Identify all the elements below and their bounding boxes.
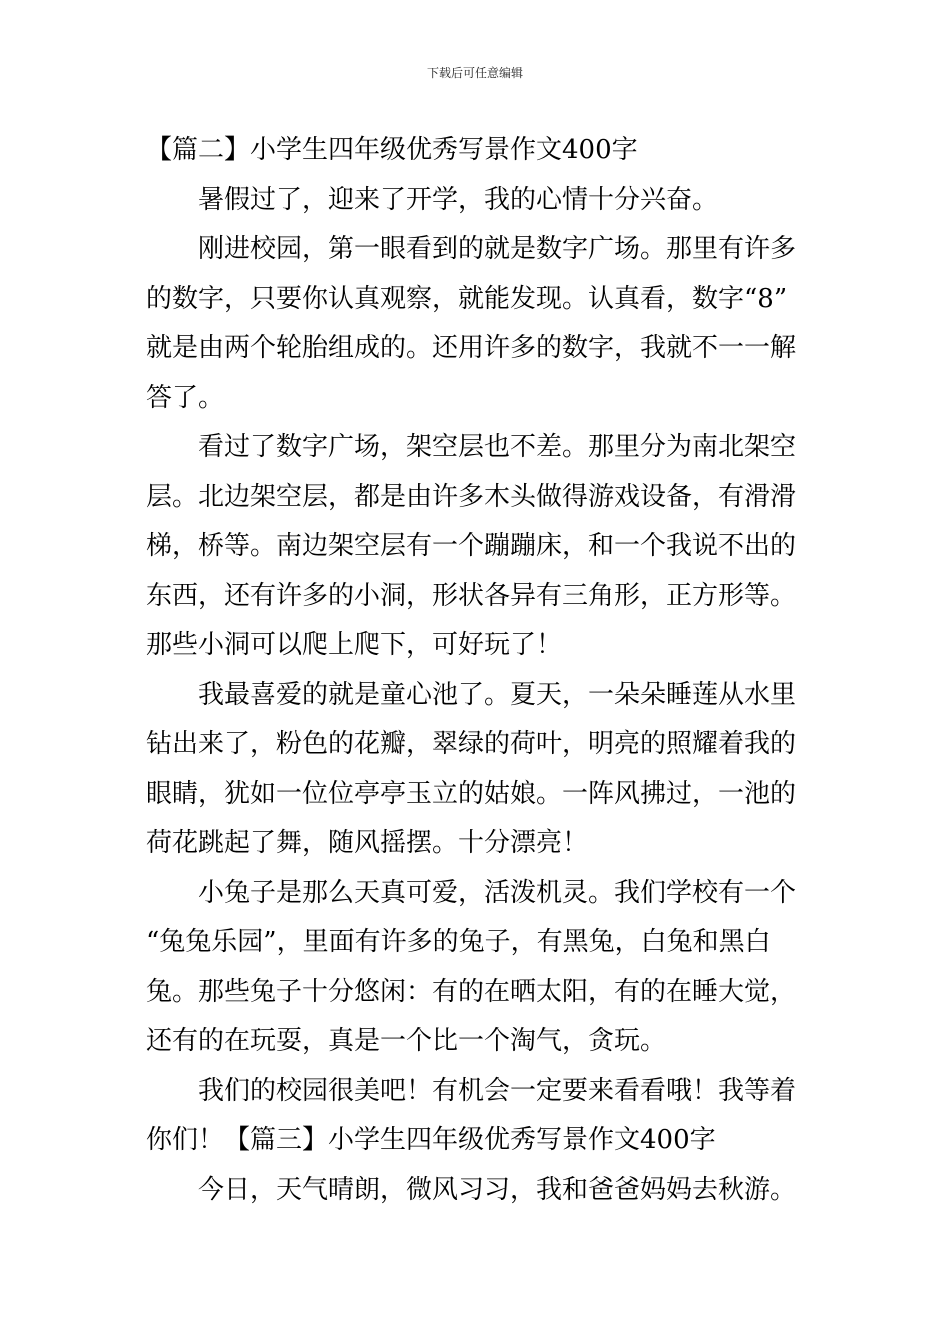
document-body (146, 126, 808, 1215)
text-line: 刚进校园，第一眼看到的就是数字广场。那里有许多 (198, 234, 797, 264)
header-note: 下载后可任意编辑 (426, 66, 523, 80)
text-line: 那些小洞可以爬上爬下，可好玩了！ (146, 630, 563, 660)
text-line: 兔。那些兔子十分悠闲：有的在晒太阳，有的在睡大觉， (146, 976, 797, 1007)
text-line: 今日，天气晴朗，微风习习，我和爸爸妈妈去秋游。 (198, 1174, 797, 1205)
text-line: 还有的在玩耍，真是一个比一个淘气，贪玩。 (146, 1026, 667, 1056)
text-line: 暑假过了，迎来了开学，我的心情十分兴奋。 (198, 184, 719, 215)
text-line: 看过了数字广场，架空层也不差。那里分为南北架空 (198, 432, 797, 462)
text-line: 答了。 (146, 382, 225, 413)
text-line: 钻出来了，粉色的花瓣，翠绿的荷叶，明亮的照耀着我的 (146, 729, 797, 759)
text-line: 小兔子是那么天真可爱，活泼机灵。我们学校有一个 (198, 877, 797, 908)
text-line: 我最喜爱的就是童心池了。夏天，一朵朵睡莲从水里 (198, 679, 797, 710)
text-line: 梯，桥等。南边架空层有一个蹦蹦床，和一个我说不出的 (146, 531, 797, 561)
text-line: 就是由两个轮胎组成的。还用许多的数字，我就不一一解 (146, 333, 797, 363)
text-line: 【篇二】小学生四年级优秀写景作文400字 (146, 135, 638, 165)
text-line: 东西，还有许多的小洞，形状各异有三角形，正方形等。 (146, 580, 797, 611)
text-line: 荷花跳起了舞，随风摇摆。十分漂亮！ (146, 828, 589, 858)
text-line: 你们！【篇三】小学生四年级优秀写景作文400字 (146, 1125, 716, 1155)
text-line: 我们的校园很美吧！有机会一定要来看看哦！我等着 (198, 1075, 797, 1106)
text-line: 层。北边架空层，都是由许多木头做得游戏设备，有滑滑 (146, 481, 797, 512)
text-line: “兔兔乐园”，里面有许多的兔子，有黑兔，白兔和黑白 (146, 927, 771, 957)
text-line: 眼睛，犹如一位位亭亭玉立的姑娘。一阵风拂过，一池的 (146, 778, 797, 809)
text-line: 的数字，只要你认真观察，就能发现。认真看，数字“8” (146, 283, 788, 314)
